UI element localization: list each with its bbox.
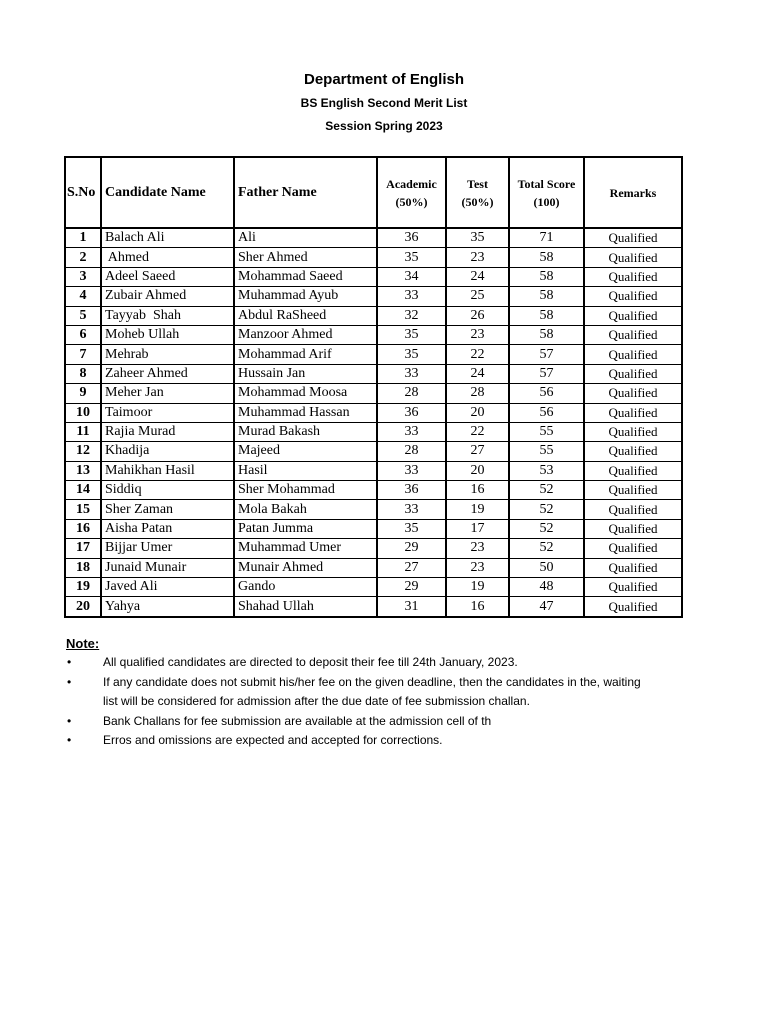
cell-test: 17: [446, 519, 509, 538]
cell-total: 57: [509, 345, 584, 364]
cell-candidate-name: Mehrab: [101, 345, 234, 364]
table-row: [65, 248, 682, 267]
cell-father-name: Mola Bakah: [234, 500, 377, 519]
cell-remarks: Qualified: [584, 364, 682, 383]
cell-test: 22: [446, 422, 509, 441]
cell-sno: 8: [65, 364, 101, 383]
cell-test: 27: [446, 442, 509, 461]
table-row: [65, 461, 682, 480]
table-header-row: [65, 157, 682, 228]
cell-sno: 14: [65, 481, 101, 500]
cell-total: 57: [509, 364, 584, 383]
cell-sno: 13: [65, 461, 101, 480]
cell-academic: 29: [377, 578, 446, 597]
note-heading: Note:: [66, 636, 100, 651]
cell-total: 55: [509, 442, 584, 461]
cell-sno: 20: [65, 597, 101, 617]
cell-candidate-name: Ahmed: [101, 248, 234, 267]
header-academic-weight: (50%): [395, 194, 428, 209]
cell-father-name: Mohammad Saeed: [234, 267, 377, 286]
cell-sno: 17: [65, 539, 101, 558]
cell-test: 28: [446, 384, 509, 403]
cell-academic: 35: [377, 345, 446, 364]
cell-total: 52: [509, 519, 584, 538]
table-row: [65, 364, 682, 383]
note-item: [64, 731, 704, 751]
cell-father-name: Muhammad Hassan: [234, 403, 377, 422]
cell-remarks: Qualified: [584, 422, 682, 441]
cell-academic: 34: [377, 267, 446, 286]
cell-candidate-name: Sher Zaman: [101, 500, 234, 519]
cell-test: 22: [446, 345, 509, 364]
cell-total: 53: [509, 461, 584, 480]
cell-total: 58: [509, 287, 584, 306]
cell-sno: 3: [65, 267, 101, 286]
cell-total: 58: [509, 306, 584, 325]
cell-sno: 4: [65, 287, 101, 306]
cell-father-name: Mohammad Arif: [234, 345, 377, 364]
cell-sno: 5: [65, 306, 101, 325]
cell-total: 50: [509, 558, 584, 577]
cell-candidate-name: Yahya: [101, 597, 234, 617]
cell-father-name: Sher Mohammad: [234, 481, 377, 500]
cell-remarks: Qualified: [584, 345, 682, 364]
table-row: [65, 519, 682, 538]
header-total-score: [509, 157, 584, 228]
cell-remarks: Qualified: [584, 578, 682, 597]
cell-remarks: Qualified: [584, 325, 682, 344]
bullet-icon: •: [67, 733, 72, 747]
notes-list: [64, 653, 704, 751]
cell-total: 56: [509, 384, 584, 403]
cell-test: 24: [446, 364, 509, 383]
cell-test: 16: [446, 597, 509, 617]
cell-test: 26: [446, 306, 509, 325]
table-row: [65, 306, 682, 325]
merit-list-subtitle: BS English Second Merit List: [300, 96, 468, 110]
cell-academic: 33: [377, 287, 446, 306]
cell-total: 52: [509, 500, 584, 519]
cell-remarks: Qualified: [584, 287, 682, 306]
cell-test: 23: [446, 539, 509, 558]
cell-academic: 36: [377, 228, 446, 248]
header-remarks: Remarks: [584, 157, 682, 228]
header-test-weight: (50%): [461, 194, 494, 209]
cell-father-name: Hussain Jan: [234, 364, 377, 383]
cell-test: 23: [446, 325, 509, 344]
note-item: [64, 653, 704, 673]
table-row: [65, 228, 682, 248]
header-academic: [377, 157, 446, 228]
cell-test: 20: [446, 403, 509, 422]
cell-test: 23: [446, 248, 509, 267]
cell-father-name: Mohammad Moosa: [234, 384, 377, 403]
cell-sno: 2: [65, 248, 101, 267]
table-row: [65, 578, 682, 597]
cell-candidate-name: Zubair Ahmed: [101, 287, 234, 306]
cell-candidate-name: Siddiq: [101, 481, 234, 500]
cell-remarks: Qualified: [584, 500, 682, 519]
cell-father-name: Hasil: [234, 461, 377, 480]
cell-candidate-name: Balach Ali: [101, 228, 234, 248]
header-academic-label: Academic: [386, 176, 437, 191]
cell-remarks: Qualified: [584, 228, 682, 248]
cell-total: 58: [509, 248, 584, 267]
session-label: Session Spring 2023: [325, 119, 443, 133]
cell-candidate-name: Junaid Munair: [101, 558, 234, 577]
cell-candidate-name: Taimoor: [101, 403, 234, 422]
cell-test: 19: [446, 578, 509, 597]
header-total-max: (100): [533, 194, 560, 209]
table-row: [65, 597, 682, 617]
cell-academic: 36: [377, 403, 446, 422]
cell-remarks: Qualified: [584, 384, 682, 403]
cell-father-name: Sher Ahmed: [234, 248, 377, 267]
cell-academic: 35: [377, 248, 446, 267]
cell-father-name: Muhammad Umer: [234, 539, 377, 558]
cell-remarks: Qualified: [584, 461, 682, 480]
cell-total: 56: [509, 403, 584, 422]
table-row: [65, 384, 682, 403]
cell-test: 19: [446, 500, 509, 519]
page-title: Department of English: [303, 71, 464, 88]
cell-total: 58: [509, 267, 584, 286]
note-text: Erros and omissions are expected and accepted for corrections.: [103, 733, 443, 747]
header-father-name: Father Name: [234, 157, 377, 228]
cell-total: 58: [509, 325, 584, 344]
cell-candidate-name: Mahikhan Hasil: [101, 461, 234, 480]
cell-test: 23: [446, 558, 509, 577]
cell-total: 52: [509, 481, 584, 500]
cell-sno: 10: [65, 403, 101, 422]
cell-father-name: Gando: [234, 578, 377, 597]
table-row: [65, 481, 682, 500]
cell-sno: 16: [65, 519, 101, 538]
cell-test: 16: [446, 481, 509, 500]
cell-academic: 35: [377, 519, 446, 538]
cell-sno: 12: [65, 442, 101, 461]
cell-remarks: Qualified: [584, 481, 682, 500]
cell-remarks: Qualified: [584, 558, 682, 577]
cell-candidate-name: Meher Jan: [101, 384, 234, 403]
cell-academic: 32: [377, 306, 446, 325]
table-row: [65, 345, 682, 364]
cell-father-name: Ali: [234, 228, 377, 248]
cell-total: 47: [509, 597, 584, 617]
table-row: [65, 287, 682, 306]
note-item: [64, 673, 703, 712]
cell-total: 71: [509, 228, 584, 248]
cell-sno: 18: [65, 558, 101, 577]
table-row: [65, 500, 682, 519]
bullet-icon: •: [67, 713, 72, 728]
note-item: [64, 712, 704, 732]
cell-academic: 33: [377, 422, 446, 441]
cell-remarks: Qualified: [584, 267, 682, 286]
cell-academic: 31: [377, 597, 446, 617]
cell-test: 24: [446, 267, 509, 286]
cell-remarks: Qualified: [584, 519, 682, 538]
cell-academic: 33: [377, 500, 446, 519]
cell-remarks: Qualified: [584, 306, 682, 325]
cell-candidate-name: Zaheer Ahmed: [101, 364, 234, 383]
header-total-label: Total Score: [517, 176, 576, 191]
cell-father-name: Manzoor Ahmed: [234, 325, 377, 344]
cell-academic: 28: [377, 442, 446, 461]
bullet-icon: •: [67, 655, 72, 669]
header-test-label: Test: [467, 176, 488, 191]
note-text: If any candidate does not submit his/her fee on the given deadline, then the candidates in the, waiting list will be considered for admission after the due date of fee submission challan.: [103, 674, 641, 708]
cell-candidate-name: Rajia Murad: [101, 422, 234, 441]
cell-test: 20: [446, 461, 509, 480]
cell-sno: 15: [65, 500, 101, 519]
cell-sno: 1: [65, 228, 101, 248]
cell-total: 48: [509, 578, 584, 597]
cell-remarks: Qualified: [584, 248, 682, 267]
cell-father-name: Shahad Ullah: [234, 597, 377, 617]
bullet-icon: •: [67, 674, 72, 689]
cell-remarks: Qualified: [584, 597, 682, 617]
cell-father-name: Munair Ahmed: [234, 558, 377, 577]
cell-academic: 33: [377, 364, 446, 383]
cell-father-name: Murad Bakash: [234, 422, 377, 441]
table-row: [65, 539, 682, 558]
cell-academic: 27: [377, 558, 446, 577]
cell-candidate-name: Javed Ali: [101, 578, 234, 597]
cell-academic: 28: [377, 384, 446, 403]
header-candidate-name: Candidate Name: [101, 157, 234, 228]
merit-table: [64, 156, 683, 618]
cell-academic: 33: [377, 461, 446, 480]
table-row: [65, 403, 682, 422]
cell-father-name: Patan Jumma: [234, 519, 377, 538]
cell-candidate-name: Aisha Patan: [101, 519, 234, 538]
cell-sno: 7: [65, 345, 101, 364]
cell-candidate-name: Moheb Ullah: [101, 325, 234, 344]
cell-father-name: Muhammad Ayub: [234, 287, 377, 306]
cell-father-name: Abdul RaSheed: [234, 306, 377, 325]
cell-test: 35: [446, 228, 509, 248]
table-row: [65, 442, 682, 461]
cell-candidate-name: Tayyab Shah: [101, 306, 234, 325]
header-test: [446, 157, 509, 228]
cell-total: 55: [509, 422, 584, 441]
cell-academic: 36: [377, 481, 446, 500]
cell-candidate-name: Khadija: [101, 442, 234, 461]
table-row: [65, 267, 682, 286]
cell-total: 52: [509, 539, 584, 558]
cell-academic: 35: [377, 325, 446, 344]
cell-candidate-name: Bijjar Umer: [101, 539, 234, 558]
header-sno: S.No: [65, 157, 101, 228]
cell-academic: 29: [377, 539, 446, 558]
table-row: [65, 558, 682, 577]
cell-sno: 6: [65, 325, 101, 344]
note-text: All qualified candidates are directed to deposit their fee till 24th January, 2023.: [103, 655, 518, 669]
note-text: Bank Challans for fee submission are available at the admission cell of th: [103, 713, 492, 728]
table-row: [65, 422, 682, 441]
table-row: [65, 325, 682, 344]
cell-remarks: Qualified: [584, 403, 682, 422]
cell-sno: 9: [65, 384, 101, 403]
cell-test: 25: [446, 287, 509, 306]
cell-sno: 11: [65, 422, 101, 441]
cell-remarks: Qualified: [584, 442, 682, 461]
cell-sno: 19: [65, 578, 101, 597]
cell-candidate-name: Adeel Saeed: [101, 267, 234, 286]
cell-father-name: Majeed: [234, 442, 377, 461]
cell-remarks: Qualified: [584, 539, 682, 558]
